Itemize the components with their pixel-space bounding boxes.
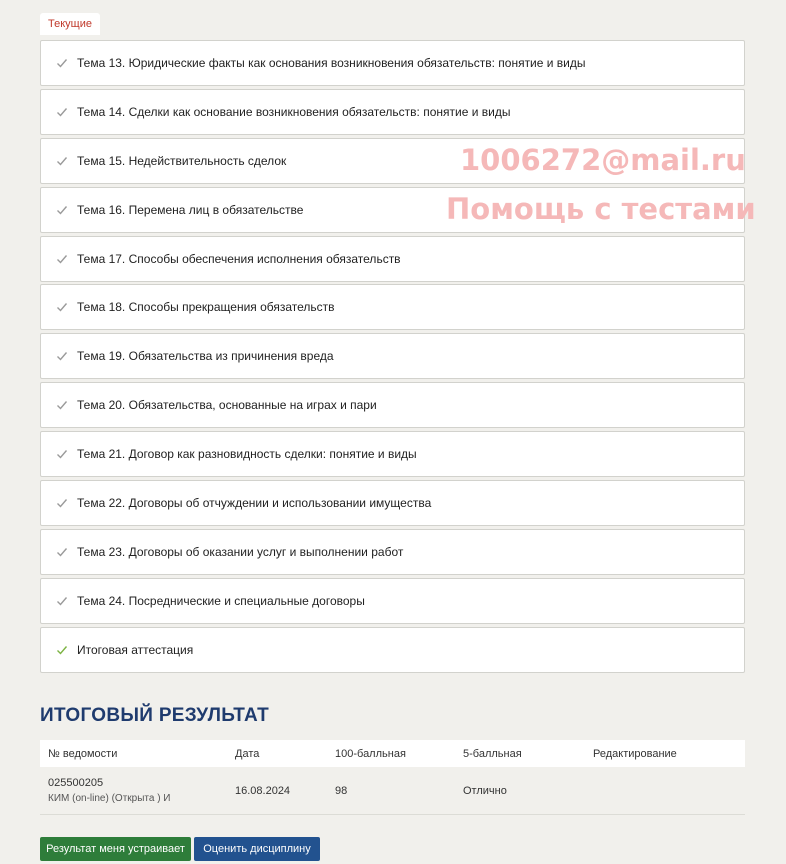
final-result-title: ИТОГОВЫЙ РЕЗУЛЬТАТ (40, 705, 270, 726)
topic-label: Тема 19. Обязательства из причинения вреда (77, 349, 334, 364)
result-table-header (40, 740, 745, 767)
checkmark-icon (56, 301, 68, 313)
rate-discipline-button[interactable]: Оценить дисциплину (194, 837, 320, 861)
watermark-email: 1006272@mail.ru (460, 143, 746, 177)
topic-label: Тема 23. Договоры об оказании услуг и выполнении работ (77, 544, 404, 559)
col-score-100: 100-балльная (335, 747, 406, 760)
topic-label: Тема 20. Обязательства, основанные на играх и пари (77, 398, 377, 413)
checkmark-icon (56, 546, 68, 558)
checkmark-icon (56, 644, 68, 656)
current-tab-label[interactable]: Текущие (40, 13, 100, 35)
col-score-5: 5-балльная (463, 747, 522, 760)
col-date: Дата (235, 747, 260, 760)
topic-item[interactable] (40, 627, 745, 673)
score-5-cell: Отлично (463, 784, 507, 797)
topic-label: Тема 18. Способы прекращения обязательств (77, 300, 335, 315)
topic-item[interactable] (40, 529, 745, 575)
sheet-cell (40, 777, 235, 804)
topic-label: Итоговая аттестация (77, 642, 194, 657)
result-table (40, 740, 745, 815)
checkmark-icon (56, 350, 68, 362)
sheet-number: 025500205 (48, 777, 104, 789)
checkmark-icon (56, 497, 68, 509)
topic-label: Тема 14. Сделки как основание возникновения обязательств: понятие и виды (77, 104, 511, 119)
topic-label: Тема 13. Юридические факты как основания возникновения обязательств: понятие и виды (77, 56, 586, 70)
topic-item[interactable] (40, 578, 745, 624)
topic-item[interactable] (40, 284, 745, 330)
date-cell: 16.08.2024 (235, 784, 291, 797)
checkmark-icon (56, 204, 68, 216)
col-sheet-number: № ведомости (48, 747, 118, 760)
topic-label: Тема 15. Недействительность сделок (77, 153, 287, 168)
score-100-cell: 98 (335, 784, 348, 797)
topic-item[interactable] (40, 480, 745, 526)
sheet-type: КИМ (on-line) (Открыта ) И (48, 793, 171, 804)
checkmark-icon (56, 448, 68, 460)
topic-item[interactable] (40, 333, 745, 379)
topic-label: Тема 22. Договоры об отчуждении и использовании имущества (77, 496, 432, 511)
topic-label: Тема 24. Посреднические и специальные договоры (77, 593, 365, 608)
checkmark-icon (56, 253, 68, 265)
accept-result-button[interactable]: Результат меня устраивает (40, 837, 191, 861)
topic-label: Тема 21. Договор как разновидность сделки: понятие и виды (77, 447, 417, 462)
watermark-text: Помощь с тестами (446, 192, 756, 226)
topic-item[interactable] (40, 236, 745, 282)
topic-item[interactable] (40, 382, 745, 428)
topic-item[interactable] (40, 40, 745, 86)
topic-item[interactable] (40, 89, 745, 135)
topic-label: Тема 17. Способы обеспечения исполнения обязательств (77, 251, 401, 266)
checkmark-icon (56, 399, 68, 411)
checkmark-icon (56, 57, 68, 69)
checkmark-icon (56, 595, 68, 607)
topic-item[interactable] (40, 431, 745, 477)
topic-label: Тема 16. Перемена лиц в обязательстве (77, 202, 304, 217)
table-row (40, 767, 745, 815)
topic-list (40, 40, 745, 676)
checkmark-icon (56, 155, 68, 167)
checkmark-icon (56, 106, 68, 118)
col-edit: Редактирование (593, 747, 677, 760)
